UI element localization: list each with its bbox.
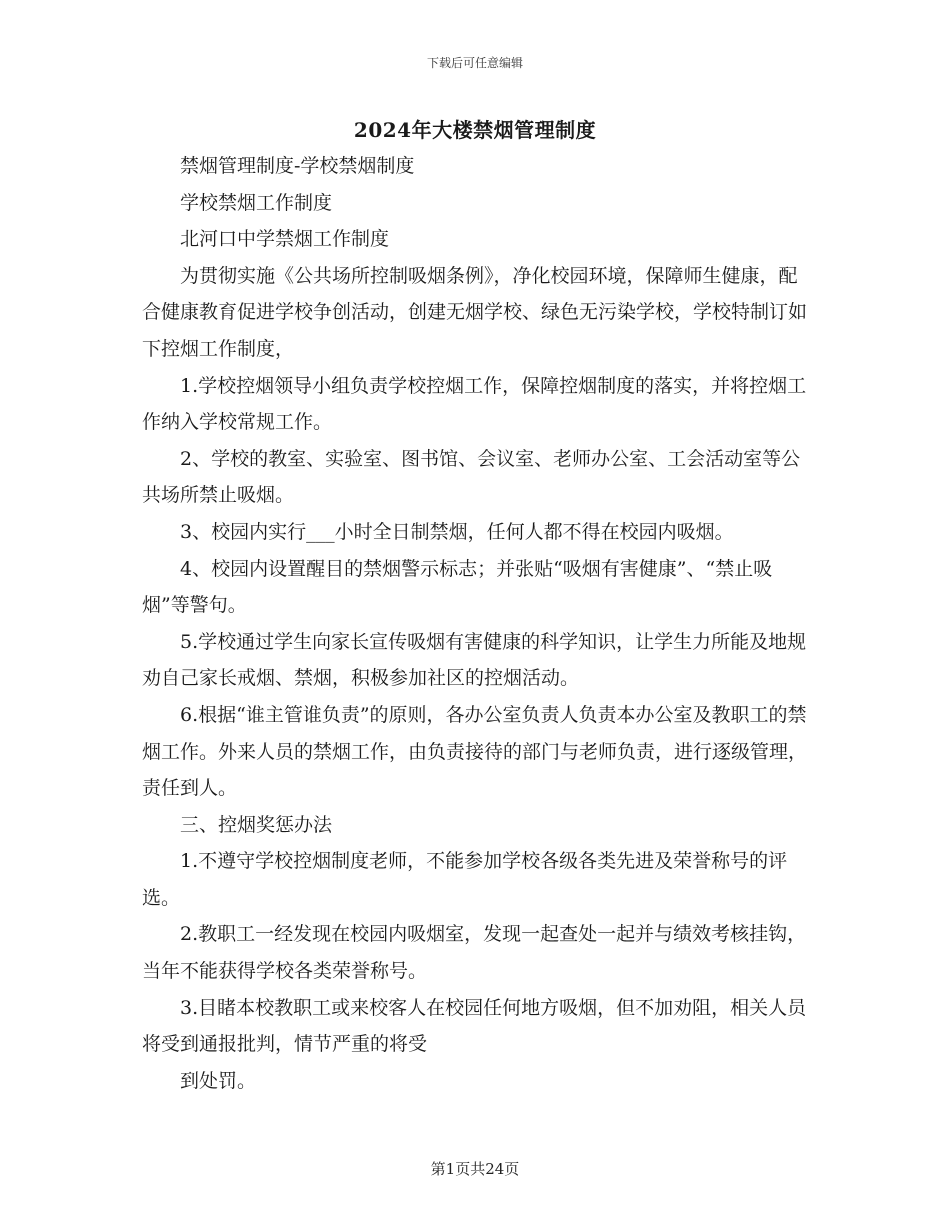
document-body	[142, 148, 807, 1099]
paragraph: 2、学校的教室、实验室、图书馆、会议室、老师办公室、工会活动室等公共场所禁止吸烟。	[142, 447, 801, 507]
page-number: 第1页共24页	[430, 1160, 520, 1178]
paragraph: 1.学校控烟领导小组负责学校控烟工作，保障控烟制度的落实，并将控烟工作纳入学校常规工作。	[142, 374, 807, 434]
paragraph: 5.学校通过学生向家长宣传吸烟有害健康的科学知识，让学生力所能及地规劝自己家长戒烟、禁烟，积极参加社区的控烟活动。	[142, 630, 807, 690]
header-note: 下载后可任意编辑	[426, 56, 523, 70]
paragraph: 到处罚。	[180, 1069, 257, 1092]
paragraph: 3、校园内实行___小时全日制禁烟，任何人都不得在校园内吸烟。	[180, 520, 734, 543]
paragraph: 北河口中学禁烟工作制度	[180, 228, 390, 251]
paragraph: 为贯彻实施《公共场所控制吸烟条例》，净化校园环境，保障师生健康，配合健康教育促进学校争创活动，创建无烟学校、绿色无污染学校，学校特制订如下控烟工作制度，	[142, 264, 808, 360]
paragraph: 3.目睹本校教职工或来校客人在校园任何地方吸烟，但不加劝阻，相关人员将受到通报批判，情节严重的将受	[142, 996, 807, 1056]
paragraph: 6.根据“谁主管谁负责”的原则，各办公室负责人负责本办公室及教职工的禁烟工作。外来人员的禁烟工作，由负责接待的部门与老师负责，进行逐级管理，责任到人。	[142, 703, 808, 800]
paragraph: 1.不遵守学校控烟制度老师，不能参加学校各级各类先进及荣誉称号的评选。	[142, 850, 788, 909]
paragraph: 2.教职工一经发现在校园内吸烟室，发现一起查处一起并与绩效考核挂钩，当年不能获得学校各类荣誉称号。	[142, 923, 807, 983]
paragraph: 4、校园内设置醒目的禁烟警示标志；并张贴“吸烟有害健康”、“禁止吸烟”等警句。	[142, 557, 773, 617]
paragraph: 禁烟管理制度-学校禁烟制度	[180, 155, 415, 177]
document-title: 2024年大楼禁烟管理制度	[353, 118, 597, 142]
paragraph: 学校禁烟工作制度	[180, 191, 333, 214]
section-heading: 三、控烟奖惩办法	[180, 813, 333, 836]
